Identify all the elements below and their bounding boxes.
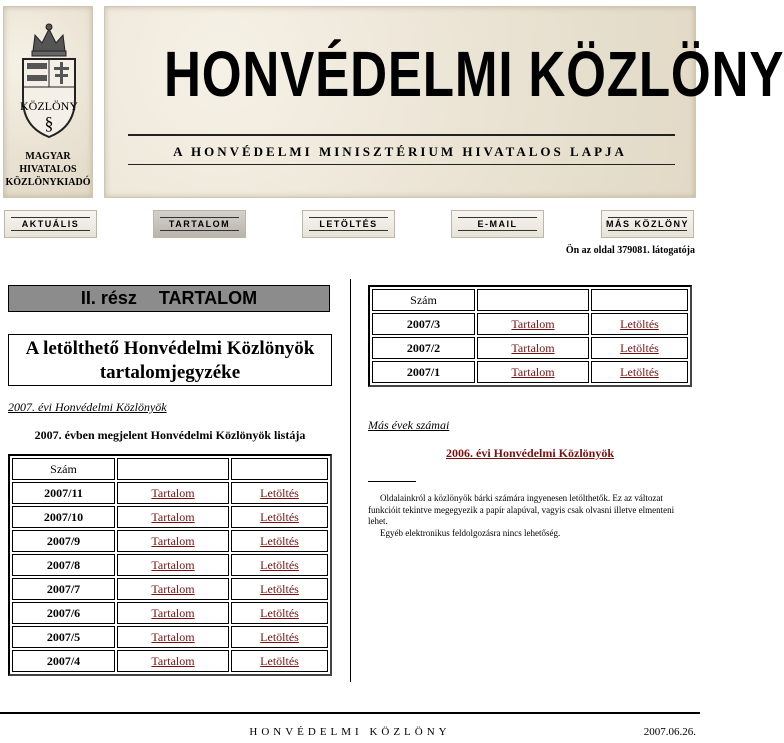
year-2006-link[interactable]: 2006. évi Honvédelmi Közlönyök bbox=[446, 446, 614, 460]
content-link[interactable]: Tartalom bbox=[151, 485, 195, 500]
content-cell bbox=[117, 602, 229, 624]
issue-number: 2007/2 bbox=[372, 337, 475, 359]
toc-heading bbox=[8, 334, 332, 386]
table-row bbox=[372, 361, 688, 383]
footer-rule bbox=[0, 712, 700, 714]
download-link[interactable]: Letöltés bbox=[260, 581, 299, 596]
column-header-content bbox=[477, 289, 589, 311]
issue-number: 2007/6 bbox=[12, 602, 115, 624]
content-link[interactable]: Tartalom bbox=[151, 653, 195, 668]
content-cell bbox=[117, 506, 229, 528]
column-header-num: Szám bbox=[12, 458, 115, 480]
download-cell bbox=[231, 602, 328, 624]
download-cell bbox=[231, 578, 328, 600]
download-link[interactable]: Letöltés bbox=[260, 629, 299, 644]
content-cell bbox=[117, 578, 229, 600]
issues-table-2007 bbox=[8, 454, 332, 676]
part-title: TARTALOM bbox=[158, 288, 258, 308]
download-link[interactable]: Letöltés bbox=[260, 653, 299, 668]
issue-number: 2007/8 bbox=[12, 554, 115, 576]
content-link[interactable]: Tartalom bbox=[151, 509, 195, 524]
masthead-rule bbox=[128, 134, 675, 136]
issue-number: 2007/7 bbox=[12, 578, 115, 600]
content-cell bbox=[477, 337, 589, 359]
download-cell bbox=[591, 361, 688, 383]
table-row bbox=[12, 650, 328, 672]
issue-number: 2007/9 bbox=[12, 530, 115, 552]
download-cell bbox=[231, 506, 328, 528]
publisher-line: HIVATALOS bbox=[19, 164, 77, 175]
table-row bbox=[12, 554, 328, 576]
masthead-rule bbox=[128, 164, 675, 165]
nav-email-button[interactable]: E-MAIL bbox=[451, 210, 544, 238]
footer-title: HONVÉDELMI KÖZLÖNY bbox=[249, 726, 451, 738]
part-heading bbox=[8, 285, 330, 312]
issue-number: 2007/10 bbox=[12, 506, 115, 528]
content-link[interactable]: Tartalom bbox=[151, 629, 195, 644]
download-cell bbox=[591, 337, 688, 359]
publisher-line: KÖZLÖNYKIADÓ bbox=[5, 177, 91, 188]
publisher-name bbox=[4, 150, 92, 189]
divider-short bbox=[368, 481, 416, 482]
year-2007-link[interactable]: 2007. évi Honvédelmi Közlönyök bbox=[8, 400, 167, 414]
issue-number: 2007/5 bbox=[12, 626, 115, 648]
content-cell bbox=[117, 530, 229, 552]
notice-paragraph: Egyéb elektronikus feldolgozásra nincs lehetőség. bbox=[380, 527, 561, 538]
download-cell bbox=[231, 530, 328, 552]
nav-aktualis-button[interactable]: AKTUÁLIS bbox=[4, 210, 97, 238]
download-cell bbox=[231, 554, 328, 576]
download-link[interactable]: Letöltés bbox=[620, 364, 659, 379]
masthead-title: HONVÉDELMI KÖZLÖNY bbox=[164, 38, 784, 110]
issue-number: 2007/1 bbox=[372, 361, 475, 383]
download-notice bbox=[368, 493, 692, 539]
table-header-row bbox=[12, 458, 328, 480]
content-cell bbox=[117, 482, 229, 504]
crest-symbol: § bbox=[44, 113, 54, 133]
notice-paragraph: Oldalainkról a közlönyök bárki számára ingyenesen letölthetők. Ez az változat funkcióit tekintve megegyezik a papír alapúval, vagyis csak olvasni illetve elmenteni lehet. bbox=[368, 493, 675, 526]
table-row bbox=[12, 578, 328, 600]
download-link[interactable]: Letöltés bbox=[260, 557, 299, 572]
content-cell bbox=[117, 554, 229, 576]
publisher-line: MAGYAR bbox=[25, 151, 71, 162]
logo-panel bbox=[3, 6, 93, 198]
column-header-num: Szám bbox=[372, 289, 475, 311]
column-header-content bbox=[117, 458, 229, 480]
issue-number: 2007/3 bbox=[372, 313, 475, 335]
table-row bbox=[12, 482, 328, 504]
masthead bbox=[104, 6, 784, 198]
download-link[interactable]: Letöltés bbox=[260, 533, 299, 548]
table-row bbox=[12, 626, 328, 648]
nav-mas-kozlony-button[interactable]: MÁS KÖZLÖNY bbox=[601, 210, 694, 238]
content-cell bbox=[477, 313, 589, 335]
other-years-link[interactable]: Más évek számai bbox=[368, 418, 450, 432]
download-link[interactable]: Letöltés bbox=[260, 509, 299, 524]
content-link[interactable]: Tartalom bbox=[511, 364, 555, 379]
visitor-counter: Ön az oldal 379081. látogatója bbox=[565, 245, 695, 256]
toc-heading-line: tartalomjegyzéke bbox=[99, 362, 241, 383]
issues-table-2007-early bbox=[368, 285, 692, 387]
footer-date: 2007.06.26. bbox=[643, 726, 696, 738]
nav-letoltes-button[interactable]: LETÖLTÉS bbox=[302, 210, 395, 238]
content-link[interactable]: Tartalom bbox=[511, 340, 555, 355]
content-link[interactable]: Tartalom bbox=[151, 581, 195, 596]
content-link[interactable]: Tartalom bbox=[511, 316, 555, 331]
crest-label: KÖZLÖNY bbox=[20, 99, 78, 113]
table-row bbox=[12, 530, 328, 552]
download-cell bbox=[231, 482, 328, 504]
table-header-row bbox=[372, 289, 688, 311]
table-row bbox=[12, 602, 328, 624]
download-cell bbox=[231, 626, 328, 648]
issue-number: 2007/11 bbox=[12, 482, 115, 504]
part-label: II. rész bbox=[80, 288, 137, 308]
column-divider bbox=[350, 279, 351, 682]
download-cell bbox=[231, 650, 328, 672]
issue-number: 2007/4 bbox=[12, 650, 115, 672]
download-link[interactable]: Letöltés bbox=[620, 340, 659, 355]
content-cell bbox=[477, 361, 589, 383]
toc-heading-line: A letölthető Honvédelmi Közlönyök bbox=[25, 338, 315, 359]
table-row bbox=[372, 337, 688, 359]
download-cell bbox=[591, 313, 688, 335]
download-link[interactable]: Letöltés bbox=[260, 605, 299, 620]
column-header-download bbox=[591, 289, 688, 311]
masthead-subtitle: A HONVÉDELMI MINISZTÉRIUM HIVATALOS LAPJA bbox=[173, 144, 627, 159]
nav-tartalom-button[interactable]: TARTALOM bbox=[153, 210, 246, 238]
table-row bbox=[12, 506, 328, 528]
download-link[interactable]: Letöltés bbox=[260, 485, 299, 500]
content-cell bbox=[117, 650, 229, 672]
list-title: 2007. évben megjelent Honvédelmi Közlönyök listája bbox=[34, 428, 306, 442]
content-link[interactable]: Tartalom bbox=[151, 557, 195, 572]
column-header-download bbox=[231, 458, 328, 480]
download-link[interactable]: Letöltés bbox=[620, 316, 659, 331]
content-cell bbox=[117, 626, 229, 648]
content-link[interactable]: Tartalom bbox=[151, 533, 195, 548]
table-row bbox=[372, 313, 688, 335]
content-link[interactable]: Tartalom bbox=[151, 605, 195, 620]
